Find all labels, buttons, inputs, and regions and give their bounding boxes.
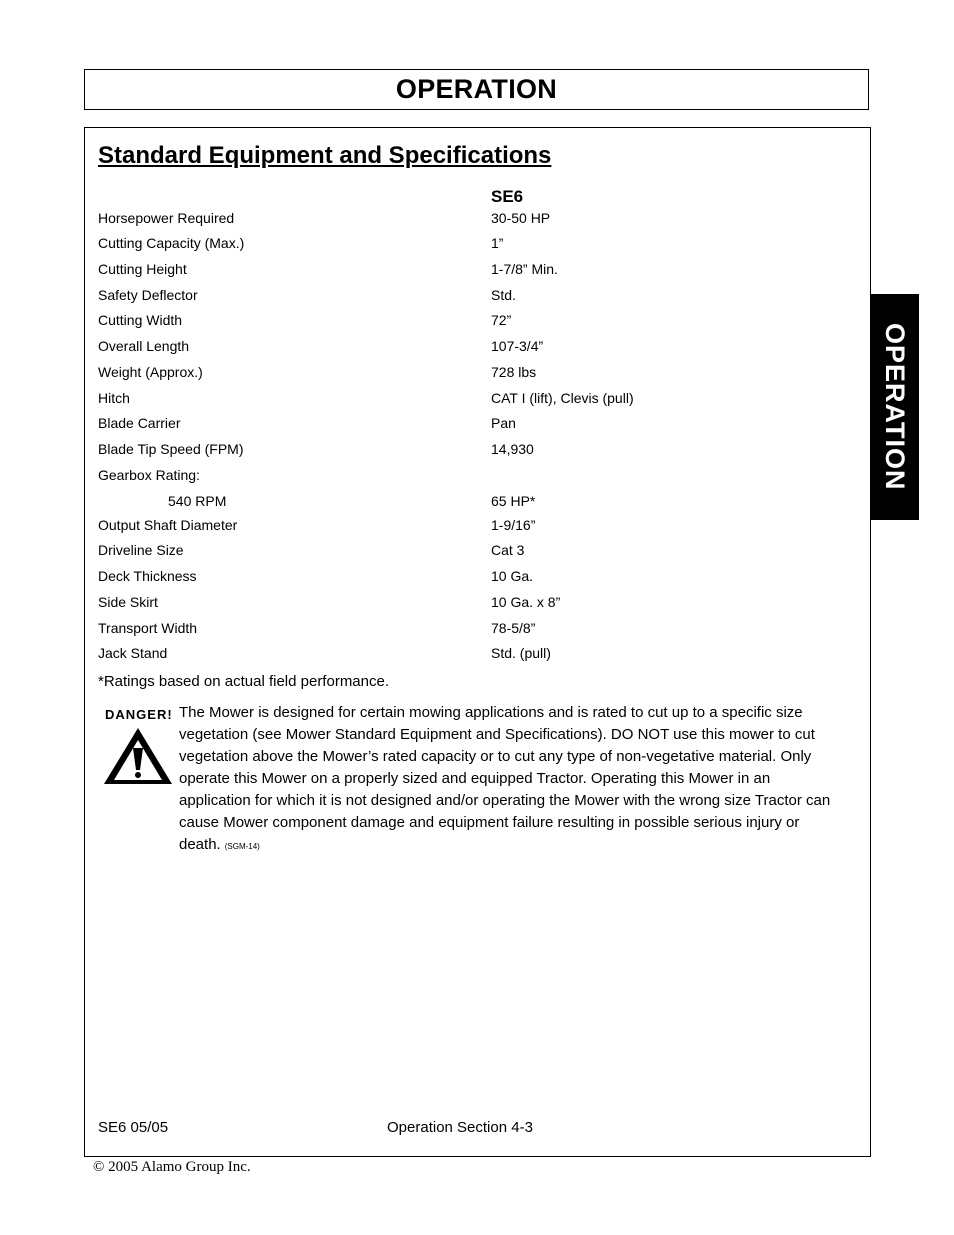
spec-label: 540 RPM — [168, 493, 227, 509]
header-title: OPERATION — [395, 74, 558, 104]
danger-warning-text — [179, 702, 856, 858]
spec-label: Cutting Height — [98, 261, 187, 277]
spec-value: Std. — [491, 287, 516, 303]
warning-triangle-icon — [102, 726, 174, 786]
content-frame — [84, 127, 871, 1157]
spec-label: Hitch — [98, 390, 130, 406]
ratings-footnote: *Ratings based on actual field performance. — [98, 673, 390, 690]
spec-label: Side Skirt — [98, 594, 158, 610]
spec-value: 10 Ga. — [491, 568, 534, 584]
warning-line: vegetation (see Mower Standard Equipment and Specifications). DO NOT use this mower to cut — [179, 726, 815, 743]
spec-value: 72” — [491, 312, 512, 328]
copyright-notice: © 2005 Alamo Group Inc. — [93, 1159, 251, 1175]
warning-line: cause Mower component damage and equipment failure resulting in possible serious injury or — [179, 814, 800, 831]
spec-value: 1” — [491, 235, 504, 251]
warning-line: application for which it is not designed and/or operating the Mower with the wrong size Tractor can — [179, 792, 831, 809]
spec-label: Cutting Width — [98, 312, 183, 328]
spec-value: Pan — [491, 415, 516, 431]
spec-label: Transport Width — [98, 620, 198, 636]
footer-page-number: Operation Section 4-3 — [387, 1119, 533, 1136]
spec-value: 10 Ga. x 8” — [491, 594, 561, 610]
model-heading: SE6 — [491, 187, 524, 206]
danger-label — [101, 707, 173, 783]
spec-value: 30-50 HP — [491, 210, 551, 226]
spec-value: CAT I (lift), Clevis (pull) — [491, 390, 634, 406]
warning-reference-code: (SGM-14) — [224, 842, 260, 851]
spec-label: Output Shaft Diameter — [98, 517, 238, 533]
side-tab-label: OPERATION — [880, 323, 910, 491]
spec-label: Weight (Approx.) — [98, 364, 203, 380]
spec-value: Cat 3 — [491, 542, 525, 558]
spec-value: 78-5/8” — [491, 620, 536, 636]
spec-label: Blade Carrier — [98, 415, 181, 431]
spec-value: Std. (pull) — [491, 645, 551, 661]
page-header — [84, 69, 869, 110]
spec-label: Blade Tip Speed (FPM) — [98, 441, 244, 457]
spec-label: Jack Stand — [98, 645, 168, 661]
spec-label: Safety Deflector — [98, 287, 198, 303]
spec-label: Cutting Capacity (Max.) — [98, 235, 245, 251]
spec-label: Deck Thickness — [98, 568, 197, 584]
section-title: Standard Equipment and Specifications — [98, 142, 552, 169]
danger-signal-word: DANGER! — [105, 707, 173, 722]
spec-label: Overall Length — [98, 338, 190, 354]
spec-value: 1-7/8” Min. — [491, 261, 558, 277]
spec-value: 14,930 — [491, 441, 534, 457]
spec-value: 1-9/16” — [491, 517, 536, 533]
spec-label: Horsepower Required — [98, 210, 235, 226]
warning-line: The Mower is designed for certain mowing applications and is rated to cut up to a specific size — [179, 704, 803, 721]
warning-line-last — [179, 834, 856, 858]
section-side-tab — [870, 294, 919, 520]
warning-line-text: death. — [179, 836, 221, 853]
warning-line: operate this Mower on a properly sized and equipped Tractor. Operating this Mower in an — [179, 770, 771, 787]
footer-model-date: SE6 05/05 — [98, 1119, 169, 1136]
spec-value: 728 lbs — [491, 364, 537, 380]
spec-value: 107-3/4” — [491, 338, 544, 354]
warning-line: vegetation above the Mower’s rated capacity or to cut any type of non-vegetative material. Only — [179, 748, 812, 765]
spec-label: Gearbox Rating: — [98, 467, 200, 483]
spec-label: Driveline Size — [98, 542, 184, 558]
spec-value: 65 HP* — [491, 493, 536, 509]
